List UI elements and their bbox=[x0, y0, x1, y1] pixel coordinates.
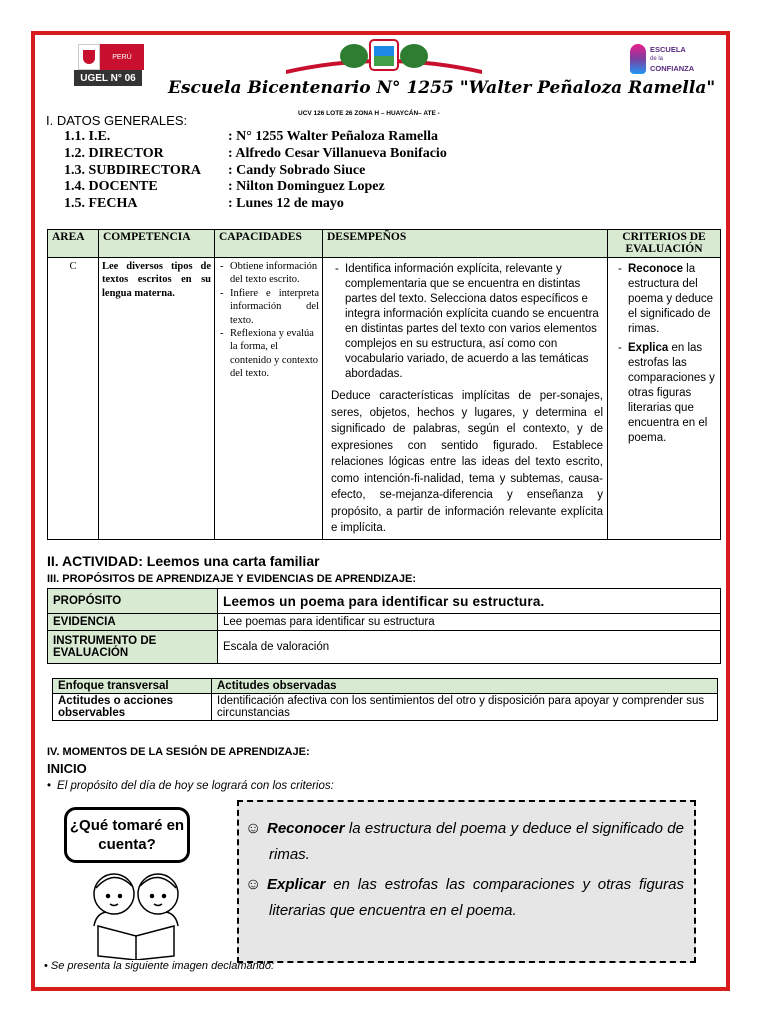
header-desempenos: DESEMPEÑOS bbox=[323, 230, 608, 258]
criteria-text: la estructura del poema y deduce el significado de rimas. bbox=[269, 820, 684, 863]
desempeno-2: Deduce características implícitas de per-sonajes, seres, objetos, hechos y lugares, y determina el significado de palabras, según el contexto, y de expresiones con sentido figurado. Establece relaciones lógicas entre las ideas del texto escrito, como intención-fi-nalidad, tema y subtemas, causa-efecto, se-mejanza-diferencia y enseñanza y propósito, a partir de información relevante explícita e implícita. bbox=[331, 390, 603, 534]
header-actitudes: Actitudes observadas bbox=[212, 679, 718, 694]
school-title: Escuela Bicentenario N° 1255 "Walter Peñaloza Ramella" bbox=[168, 78, 716, 98]
proposito-value: Leemos un poema para identificar su estructura. bbox=[218, 589, 721, 614]
evidencia-value: Lee poemas para identificar su estructura bbox=[218, 614, 721, 631]
flag-label: PERÚ bbox=[100, 44, 144, 70]
table-row bbox=[48, 589, 721, 614]
que-tomare-bubble: ¿Qué tomaré en cuenta? bbox=[64, 807, 190, 863]
enfoque-table bbox=[52, 678, 718, 721]
row-label: PROPÓSITO bbox=[48, 589, 218, 614]
lightbulb-icon bbox=[630, 44, 646, 74]
header-criterios: CRITERIOS DE EVALUACIÓN bbox=[608, 230, 721, 258]
list-item: - Obtiene información del texto escrito. bbox=[230, 260, 319, 287]
proposito-table bbox=[47, 588, 721, 664]
datos-key: 1.3. SUBDIRECTORA bbox=[64, 163, 202, 178]
datos-value: : Nilton Dominguez Lopez bbox=[228, 179, 385, 194]
list-item: - Reflexiona y evalúa la forma, el contenido y contexto del texto. bbox=[230, 327, 319, 381]
propositos-heading: III. PROPÓSITOS DE APRENDIZAJE Y EVIDENCIAS DE APRENDIZAJE: bbox=[47, 573, 416, 585]
bullet-text: El propósito del día de hoy se logrará con los criterios: bbox=[57, 780, 334, 792]
criterio-verb: Explica bbox=[628, 342, 669, 354]
table-row bbox=[48, 258, 721, 540]
criterio-verb: Reconoce bbox=[628, 263, 683, 275]
row-label: EVIDENCIA bbox=[48, 614, 218, 631]
inicio-heading: INICIO bbox=[47, 761, 87, 776]
school-crest-icon bbox=[286, 38, 482, 76]
school-address: UCV 126 LOTE 26 ZONA H – HUAYCÁN– ATE - bbox=[298, 110, 440, 117]
bullet-text: Se presenta la siguiente imagen declamando: bbox=[50, 960, 275, 972]
logo-text-2: de la bbox=[650, 56, 664, 62]
bullet-line-2 bbox=[44, 960, 274, 972]
ugel-badge: UGEL N° 06 bbox=[74, 70, 142, 86]
logo-text-1: ESCUELA bbox=[650, 45, 686, 54]
list-item: - Infiere e interpreta información del texto. bbox=[230, 287, 319, 327]
table-header-row bbox=[48, 230, 721, 258]
header-area: AREA bbox=[48, 230, 99, 258]
criterio-text: la estructura del poema y deduce el significado de rimas. bbox=[628, 263, 714, 335]
datos-value: : Candy Sobrado Siuce bbox=[228, 163, 366, 178]
capacidades-cell bbox=[215, 258, 323, 540]
actitudes-value: Identificación afectiva con los sentimientos del otro y disposición para apoyar y comprender sus circunstancias bbox=[212, 694, 718, 721]
criteria-box bbox=[237, 800, 696, 963]
table-row bbox=[48, 631, 721, 664]
criterio-item bbox=[628, 262, 716, 337]
datos-key: 1.4. DOCENTE bbox=[64, 179, 158, 194]
bullet-icon: • bbox=[44, 960, 48, 972]
datos-value: : N° 1255 Walter Peñaloza Ramella bbox=[228, 129, 438, 144]
smile-icon: ☺ bbox=[245, 820, 262, 837]
instrumento-value: Escala de valoración bbox=[218, 631, 721, 664]
datos-heading: I. DATOS GENERALES: bbox=[46, 113, 188, 128]
criteria-item bbox=[245, 816, 684, 868]
competencias-table bbox=[47, 229, 721, 540]
criteria-text: en las estrofas las comparaciones y otras figuras literarias que encuentra en el poema. bbox=[269, 876, 684, 919]
bullet-line-1 bbox=[47, 780, 334, 792]
table-header-row bbox=[53, 679, 718, 694]
area-cell: C bbox=[48, 258, 99, 540]
smile-icon: ☺ bbox=[245, 876, 262, 893]
table-row bbox=[48, 614, 721, 631]
desempenos-cell bbox=[323, 258, 608, 540]
criterio-item bbox=[628, 341, 716, 446]
actividad-heading: II. ACTIVIDAD: Leemos una carta familiar bbox=[47, 553, 320, 569]
competencia-cell: Lee diversos tipos de textos escritos en su lengua materna. bbox=[99, 258, 215, 540]
datos-value: : Alfredo Cesar Villanueva Bonifacio bbox=[228, 146, 447, 161]
shield-icon bbox=[78, 44, 100, 70]
criteria-verb: Reconocer bbox=[267, 820, 345, 837]
bullet-icon: • bbox=[47, 780, 52, 792]
criterios-cell bbox=[608, 258, 721, 540]
header-enfoque: Enfoque transversal bbox=[53, 679, 212, 694]
row-label: Actitudes o acciones observables bbox=[53, 694, 212, 721]
header-capacidades: CAPACIDADES bbox=[215, 230, 323, 258]
momentos-heading: IV. MOMENTOS DE LA SESIÓN DE APRENDIZAJE: bbox=[47, 746, 310, 758]
row-label: INSTRUMENTO DE EVALUACIÓN bbox=[48, 631, 218, 664]
header-competencia: COMPETENCIA bbox=[99, 230, 215, 258]
datos-key: 1.1. I.E. bbox=[64, 129, 111, 144]
datos-key: 1.5. FECHA bbox=[64, 196, 138, 211]
logo-text-3: CONFIANZA bbox=[650, 64, 695, 73]
children-reading-icon bbox=[76, 866, 200, 960]
datos-value: : Lunes 12 de mayo bbox=[228, 196, 344, 211]
criteria-verb: Explicar bbox=[267, 876, 326, 893]
table-row bbox=[53, 694, 718, 721]
desempeno-1: - Identifica información explícita, relevante y complementaria que se encuentra en distintas partes del texto. Selecciona datos específicos e integra información explícita cuando se encuentra en distintas partes del texto con varios elementos complejos en su estructura, así como con vocabulario variado, de acuerdo a las temáticas abordadas. bbox=[345, 262, 603, 382]
criterio-text: en las estrofas las comparaciones y otras figuras literarias que encuentra en el poema. bbox=[628, 342, 715, 444]
criteria-item bbox=[245, 872, 684, 924]
peru-flag-logo bbox=[78, 44, 144, 70]
datos-key: 1.2. DIRECTOR bbox=[64, 146, 164, 161]
